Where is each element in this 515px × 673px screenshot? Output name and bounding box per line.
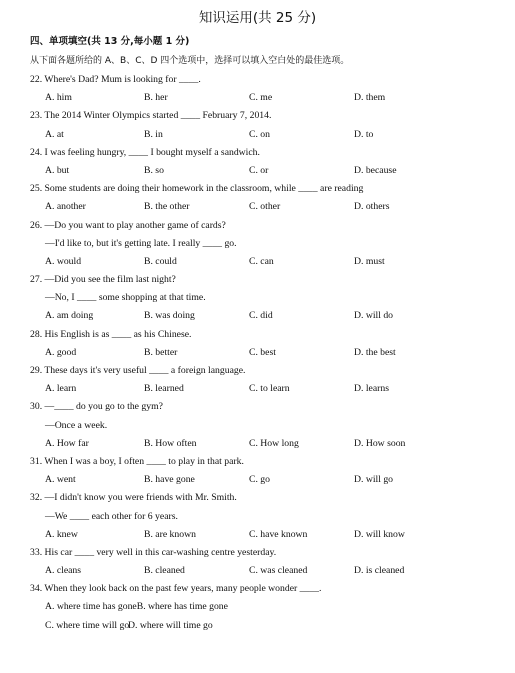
option-row	[30, 471, 500, 489]
dialogue-line: —We ____ each other for 6 years.	[45, 510, 178, 522]
page-title: 知识运用(共 25 分)	[198, 10, 317, 26]
option-row	[30, 89, 500, 107]
option-b: B. her	[144, 92, 168, 104]
option-row	[30, 380, 500, 398]
option-d: D. will do	[354, 310, 394, 322]
option-a: A. but	[45, 164, 70, 176]
option-d: D. How soon	[354, 437, 406, 449]
question-list	[30, 71, 500, 635]
question-stem: 33. His car ____ very well in this car-washing centre yesterday.	[30, 546, 277, 558]
option-d: D. to	[354, 128, 374, 140]
question-stem: 28. His English is as ____ as his Chinese.	[30, 328, 192, 340]
option-c: C. to learn	[249, 383, 290, 395]
option-c: C. or	[249, 164, 269, 176]
question-item	[30, 398, 500, 453]
option-b: B. so	[144, 164, 164, 176]
option-b: B. learned	[144, 383, 184, 395]
option-row	[30, 617, 500, 635]
question-item	[30, 180, 500, 216]
question-item	[30, 453, 500, 489]
option-c: C. on	[249, 128, 270, 140]
question-item	[30, 544, 500, 580]
option-b: B. are known	[144, 528, 196, 540]
option-a: A. another	[45, 201, 86, 213]
option-c: C. did	[249, 310, 273, 322]
option-c: C. best	[249, 346, 276, 358]
option-a-b: A. where time has goneB. where has time gone	[45, 601, 228, 613]
option-row	[30, 162, 500, 180]
option-row	[30, 598, 500, 616]
option-d: D. must	[354, 255, 385, 267]
question-stem: 32. —I didn't know you were friends with Mr. Smith.	[30, 492, 237, 504]
question-item	[30, 271, 500, 326]
option-row	[30, 253, 500, 271]
option-d: D. learns	[354, 383, 389, 395]
option-a: A. at	[45, 128, 64, 140]
question-item	[30, 217, 500, 272]
option-c: C. was cleaned	[249, 565, 308, 577]
question-item	[30, 144, 500, 180]
option-c: C. have known	[249, 528, 308, 540]
option-row	[30, 307, 500, 325]
option-b: B. was doing	[144, 310, 195, 322]
option-b: B. have gone	[144, 474, 195, 486]
option-a: A. learn	[45, 383, 77, 395]
option-d: D. is cleaned	[354, 565, 405, 577]
question-stem: 26. —Do you want to play another game of cards?	[30, 219, 226, 231]
option-d: D. will know	[354, 528, 405, 540]
option-row	[30, 198, 500, 216]
question-stem: 23. The 2014 Winter Olympics started ____ February 7, 2014.	[30, 110, 272, 122]
option-d: D. where will time go	[128, 619, 213, 631]
option-b: B. could	[144, 255, 177, 267]
option-d: D. others	[354, 201, 390, 213]
question-item	[30, 362, 500, 398]
section-heading: 四、单项填空(共 13 分,每小题 1 分)	[30, 36, 190, 47]
question-stem: 34. When they look back on the past few years, many people wonder ____.	[30, 583, 322, 595]
instruction-text: 从下面各题所给的 A、B、C、D 四个选项中，选择可以填入空白处的最佳选项。	[30, 56, 350, 66]
option-c: C. me	[249, 92, 273, 104]
option-b: B. in	[144, 128, 163, 140]
option-c: C. can	[249, 255, 274, 267]
option-a: A. How far	[45, 437, 89, 449]
option-row	[30, 562, 500, 580]
question-stem: 31. When I was a boy, I often ____ to play in that park.	[30, 455, 244, 467]
question-item	[30, 71, 500, 107]
dialogue-line: —No, I ____ some shopping at that time.	[45, 292, 206, 304]
dialogue-line: —Once a week.	[45, 419, 108, 431]
option-row	[30, 126, 500, 144]
option-b: B. cleaned	[144, 565, 185, 577]
question-stem: 27. —Did you see the film last night?	[30, 274, 176, 286]
option-d: D. the best	[354, 346, 396, 358]
question-stem: 29. These days it's very useful ____ a foreign language.	[30, 365, 246, 376]
option-row	[30, 344, 500, 362]
question-item	[30, 489, 500, 544]
option-c: C. other	[249, 201, 281, 213]
option-c: C. where time will go	[45, 619, 130, 631]
option-a: A. cleans	[45, 565, 82, 577]
option-row	[30, 435, 500, 453]
question-item	[30, 326, 500, 362]
question-stem: 22. Where's Dad? Mum is looking for ____.	[30, 74, 201, 85]
question-stem: 25. Some students are doing their homework in the classroom, while ____ are reading	[30, 183, 364, 195]
option-d: D. them	[354, 92, 386, 104]
question-item	[30, 107, 500, 143]
option-a: A. good	[45, 346, 77, 358]
option-b: B. better	[144, 346, 178, 358]
dialogue-line: —I'd like to, but it's getting late. I really ____ go.	[45, 237, 237, 249]
option-a: A. him	[45, 92, 72, 104]
question-stem: 24. I was feeling hungry, ____ I bought myself a sandwich.	[30, 146, 260, 158]
option-b: B. How often	[144, 437, 197, 449]
question-34	[30, 580, 500, 635]
option-b: B. the other	[144, 201, 190, 213]
question-stem: 30. —____ do you go to the gym?	[30, 401, 163, 413]
option-d: D. because	[354, 164, 397, 176]
option-c: C. go	[249, 474, 270, 486]
option-row	[30, 526, 500, 544]
option-c: C. How long	[249, 437, 299, 449]
option-a: A. am doing	[45, 310, 94, 322]
option-d: D. will go	[354, 474, 394, 486]
option-a: A. went	[45, 474, 76, 486]
option-a: A. knew	[45, 528, 78, 540]
option-a: A. would	[45, 255, 82, 267]
